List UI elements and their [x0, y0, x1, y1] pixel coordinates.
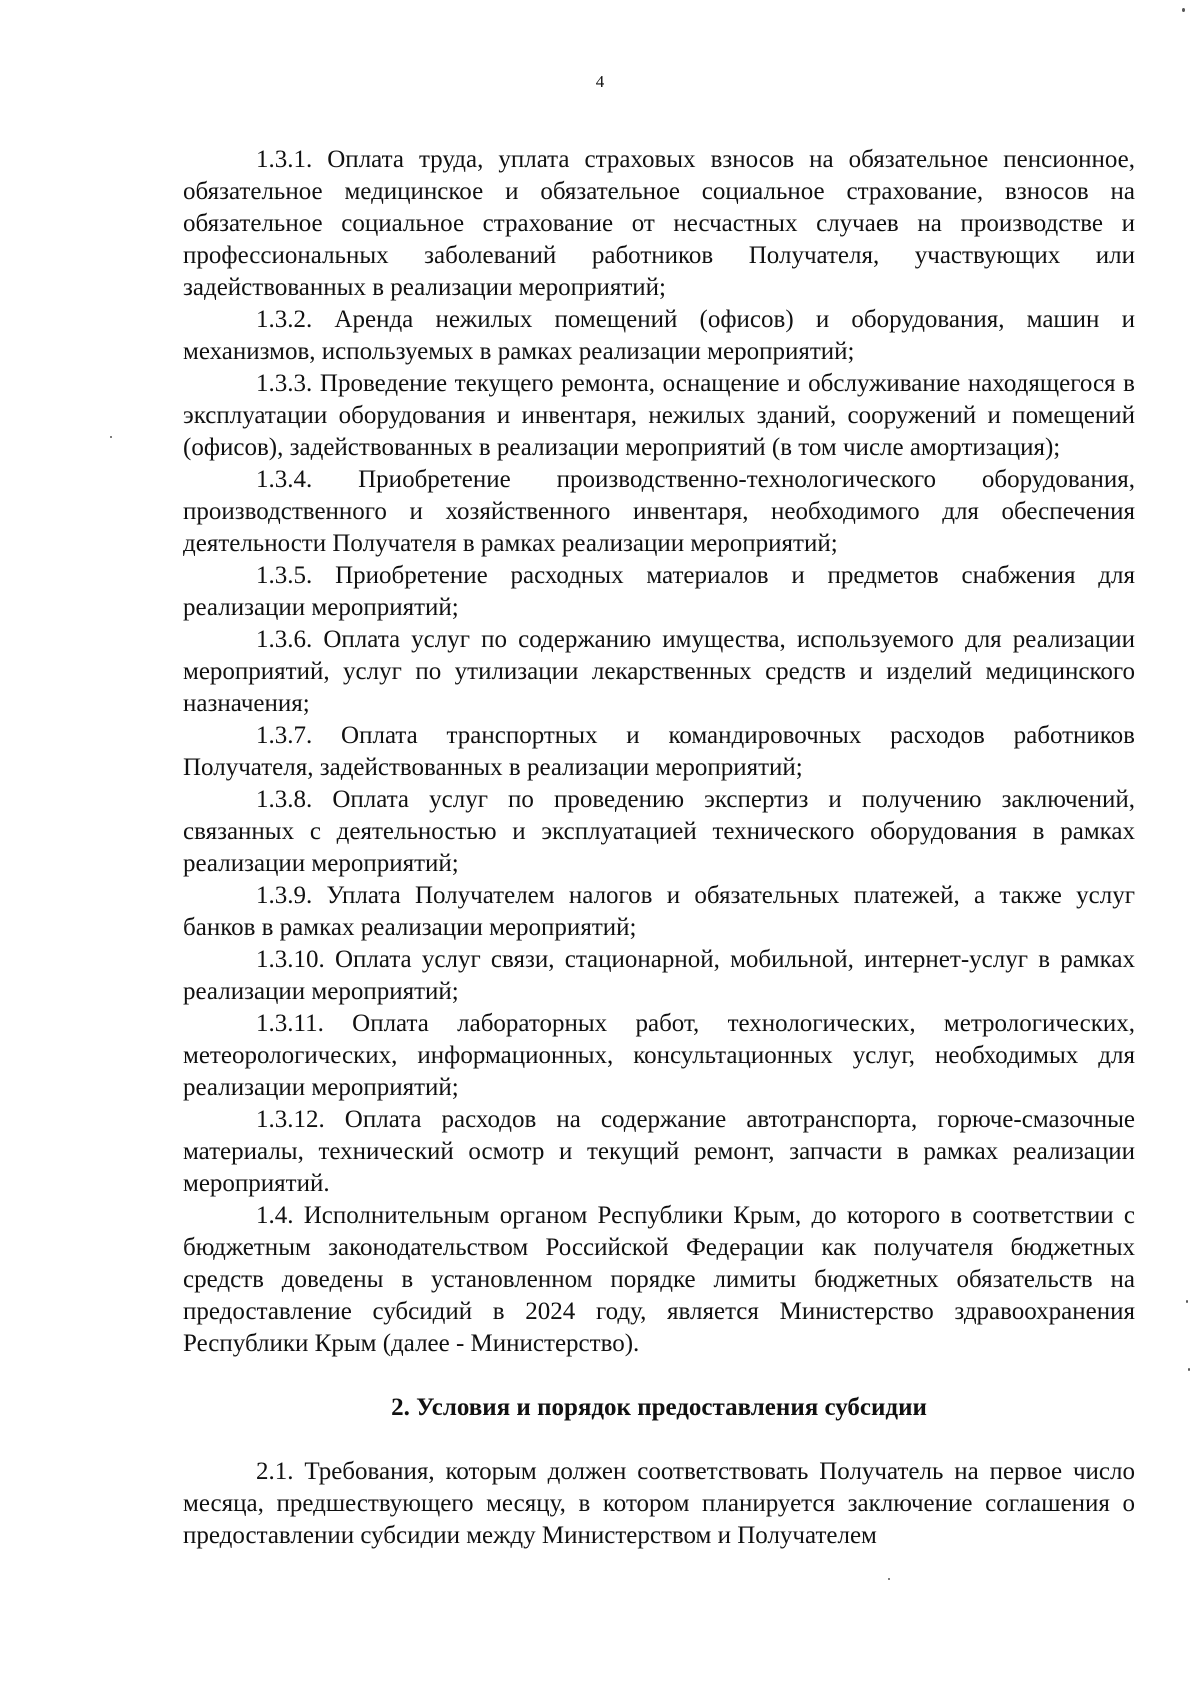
scan-speck — [1188, 1368, 1190, 1371]
paragraph-1-3-6: 1.3.6. Оплата услуг по содержанию имущества, используемого для реализации мероприятий, услуг по утилизации лекарственных средств и изделий медицинского назначения; — [183, 626, 1135, 717]
paragraph-1-3-1: 1.3.1. Оплата труда, уплата страховых взносов на обязательное пенсионное, обязательное медицинское и обязательное социальное страхование, взносов на обязательное социальное страхование от несчастных случаев на производстве и профессиональных заболеваний работников Получателя, участвующих или задействованных в реализации мероприятий; — [183, 146, 1135, 301]
page-number: 4 — [595, 72, 605, 91]
scan-speck — [1186, 1300, 1188, 1303]
document-body — [183, 144, 1135, 1552]
scan-speck — [1182, 8, 1185, 12]
paragraph-1-3-4: 1.3.4. Приобретение производственно-технологического оборудования, производственного и хозяйственного инвентаря, необходимого для обеспечения деятельности Получателя в рамках реализации мероприятий; — [183, 466, 1135, 557]
paragraph-1-4: 1.4. Исполнительным органом Республики Крым, до которого в соответствии с бюджетным законодательством Российской Федерации как получателя бюджетных средств доведены в установленном порядке лимиты бюджетных обязательств на предоставление субсидий в 2024 году, является Министерство здравоохранения Республики Крым (далее - Министерство). — [183, 1202, 1135, 1357]
paragraph-1-3-10: 1.3.10. Оплата услуг связи, стационарной, мобильной, интернет-услуг в рамках реализации мероприятий; — [183, 946, 1135, 1005]
scan-speck — [110, 436, 112, 438]
paragraph-1-3-8: 1.3.8. Оплата услуг по проведению экспертиз и получению заключений, связанных с деятельностью и эксплуатацией технического оборудования в рамках реализации мероприятий; — [183, 786, 1135, 877]
paragraph-1-3-9: 1.3.9. Уплата Получателем налогов и обязательных платежей, а также услуг банков в рамках реализации мероприятий; — [183, 882, 1135, 941]
paragraph-1-3-2: 1.3.2. Аренда нежилых помещений (офисов) и оборудования, машин и механизмов, используемых в рамках реализации мероприятий; — [183, 306, 1135, 365]
paragraph-1-3-11: 1.3.11. Оплата лабораторных работ, технологических, метрологических, метеорологических, информационных, консультационных услуг, необходимых для реализации мероприятий; — [183, 1010, 1135, 1101]
section-2-heading: 2. Условия и порядок предоставления субсидии — [391, 1394, 927, 1421]
paragraph-1-3-5: 1.3.5. Приобретение расходных материалов и предметов снабжения для реализации мероприятий; — [183, 562, 1135, 621]
paragraph-2-1: 2.1. Требования, которым должен соответствовать Получатель на первое число месяца, предшествующего месяцу, в котором планируется заключение соглашения о предоставлении субсидии между Министерством и Получателем — [183, 1458, 1135, 1549]
paragraph-1-3-3: 1.3.3. Проведение текущего ремонта, оснащение и обслуживание находящегося в эксплуатации оборудования и инвентаря, нежилых зданий, сооружений и помещений (офисов), задействованных в реализации мероприятий (в том числе амортизация); — [183, 370, 1135, 461]
paragraph-1-3-12: 1.3.12. Оплата расходов на содержание автотранспорта, горюче-смазочные материалы, технический осмотр и текущий ремонт, запчасти в рамках реализации мероприятий. — [183, 1106, 1135, 1197]
scan-speck — [888, 1578, 890, 1580]
paragraph-1-3-7: 1.3.7. Оплата транспортных и командировочных расходов работников Получателя, задействованных в реализации мероприятий; — [183, 722, 1135, 781]
